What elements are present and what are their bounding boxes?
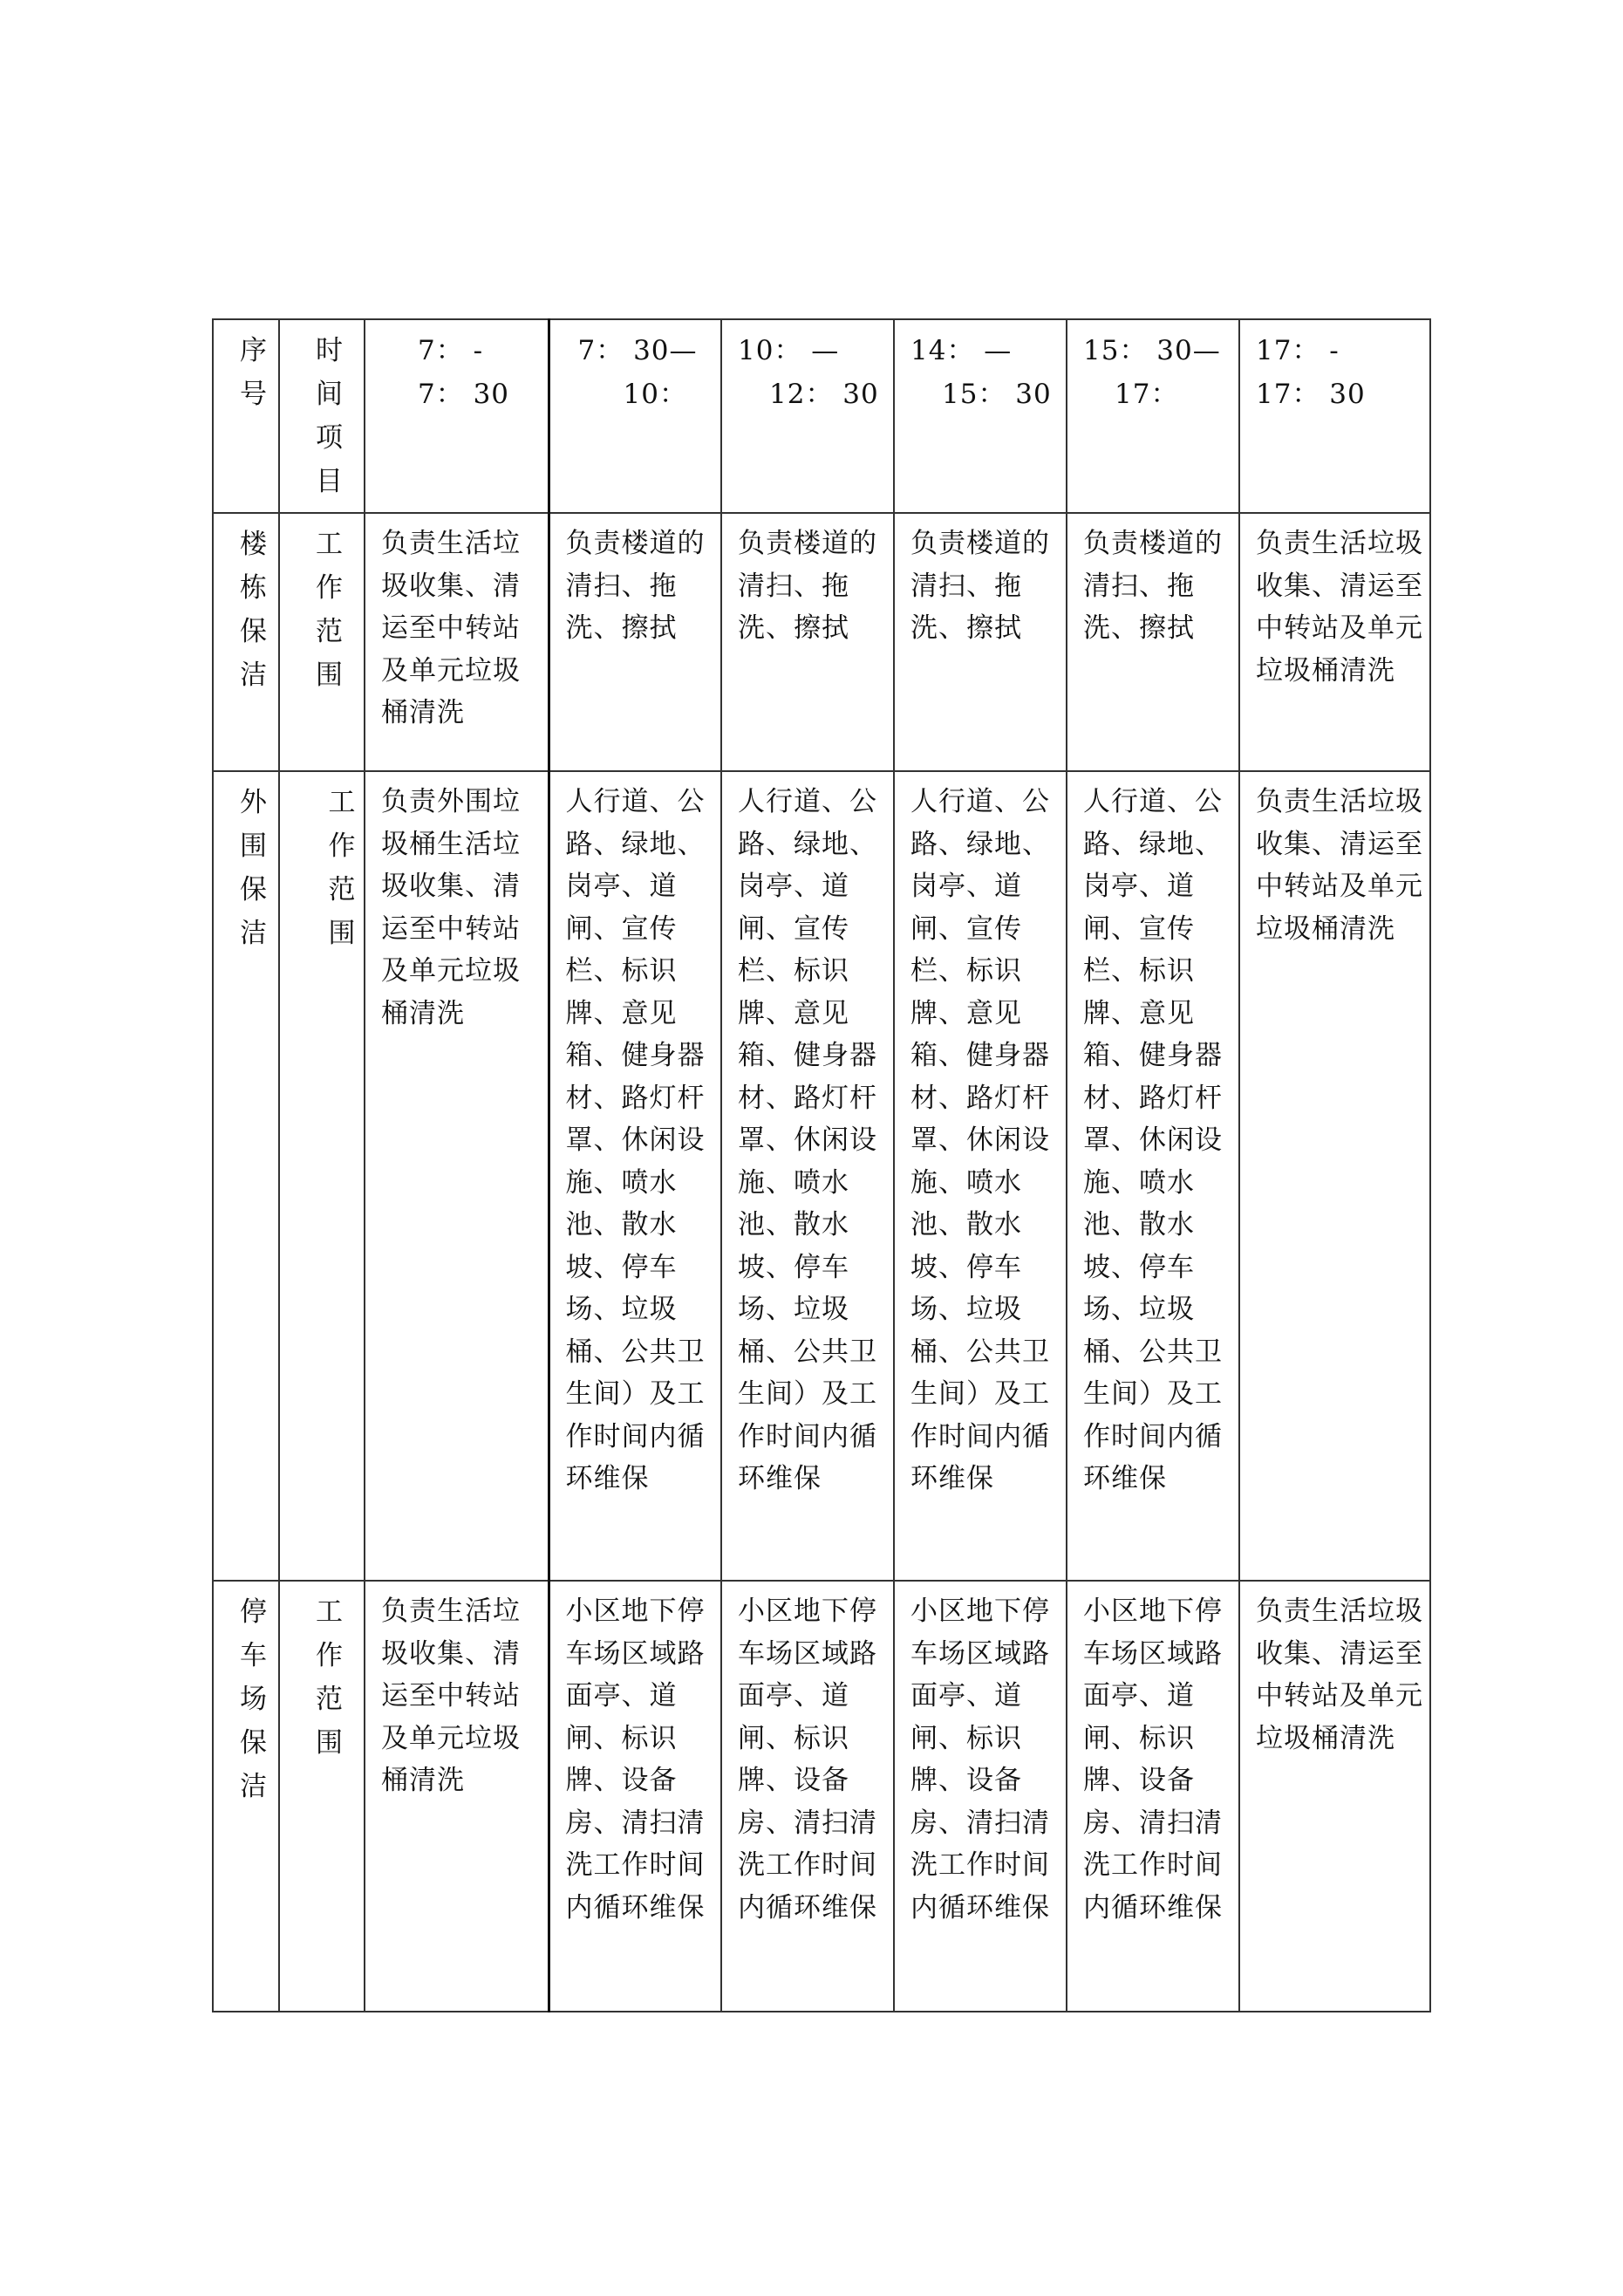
task-cell: 负责楼道的清扫、拖洗、擦拭 [549,513,721,771]
table-row [213,513,1430,771]
task-cell: 负责楼道的清扫、拖洗、擦拭 [721,513,894,771]
task-cell: 人行道、公路、绿地、岗亭、道闸、宣传栏、标识牌、意见箱、健身器材、路灯杆罩、休闲设施、喷水池、散水坡、停车场、垃圾桶、公共卫生间）及工作时间内循环维保 [549,771,721,1581]
task-cell: 人行道、公路、绿地、岗亭、道闸、宣传栏、标识牌、意见箱、健身器材、路灯杆罩、休闲设施、喷水池、散水坡、停车场、垃圾桶、公共卫生间）及工作时间内循环维保 [1067,771,1239,1581]
task-cell: 人行道、公路、绿地、岗亭、道闸、宣传栏、标识牌、意见箱、健身器材、路灯杆罩、休闲设施、喷水池、散水坡、停车场、垃圾桶、公共卫生间）及工作时间内循环维保 [721,771,894,1581]
row-item-label: 工作范围 [279,513,365,771]
row-label-building: 楼栋保洁 [213,513,279,771]
time-slot-header-3: 10： — 12： 30 [721,319,894,513]
task-cell: 负责楼道的清扫、拖洗、擦拭 [1067,513,1239,771]
task-cell: 小区地下停车场区域路面亭、道闸、标识牌、设备房、清扫清洗工作时间内循环维保 [721,1581,894,2012]
row-label-perimeter: 外围保洁 [213,771,279,1581]
table-row [213,1581,1430,2012]
task-cell: 小区地下停车场区域路面亭、道闸、标识牌、设备房、清扫清洗工作时间内循环维保 [1067,1581,1239,2012]
task-cell: 负责生活垃圾收集、清运至中转站及单元垃圾桶清洗 [365,513,549,771]
task-cell: 负责生活垃圾收集、清运至中转站及单元垃圾桶清洗 [1239,1581,1430,2012]
task-cell: 负责生活垃圾收集、清运至中转站及单元垃圾桶清洗 [1239,771,1430,1581]
table-row [213,771,1430,1581]
time-slot-header-2: 7： 30— 10： [549,319,721,513]
row-label-parking: 停车场保洁 [213,1581,279,2012]
row-item-label: 工作范围 [279,771,365,1581]
header-row [213,319,1430,513]
task-cell: 负责楼道的清扫、拖洗、擦拭 [894,513,1067,771]
task-cell: 人行道、公路、绿地、岗亭、道闸、宣传栏、标识牌、意见箱、健身器材、路灯杆罩、休闲设施、喷水池、散水坡、停车场、垃圾桶、公共卫生间）及工作时间内循环维保 [894,771,1067,1581]
time-slot-header-1: 7： - 7： 30 [365,319,549,513]
task-cell: 负责外围垃圾桶生活垃圾收集、清运至中转站及单元垃圾桶清洗 [365,771,549,1581]
seq-header: 序号 [213,319,279,513]
schedule-table [212,318,1431,2012]
time-slot-header-5: 15： 30— 17： [1067,319,1239,513]
time-item-header: 时间项目 [279,319,365,513]
task-cell: 小区地下停车场区域路面亭、道闸、标识牌、设备房、清扫清洗工作时间内循环维保 [894,1581,1067,2012]
row-item-label: 工作范围 [279,1581,365,2012]
task-cell: 负责生活垃圾收集、清运至中转站及单元垃圾桶清洗 [365,1581,549,2012]
time-slot-header-6: 17： - 17： 30 [1239,319,1430,513]
task-cell: 小区地下停车场区域路面亭、道闸、标识牌、设备房、清扫清洗工作时间内循环维保 [549,1581,721,2012]
task-cell: 负责生活垃圾收集、清运至中转站及单元垃圾桶清洗 [1239,513,1430,771]
time-slot-header-4: 14： — 15： 30 [894,319,1067,513]
